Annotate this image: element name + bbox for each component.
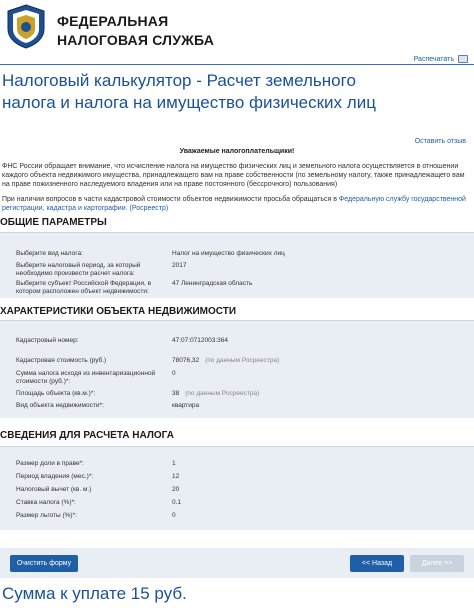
- calc-section-title: СВЕДЕНИЯ ДЛЯ РАСЧЕТА НАЛОГА: [0, 430, 174, 441]
- greeting-text: Уважаемые налогоплательщики!: [179, 148, 295, 155]
- calc-top-divider: [0, 446, 474, 447]
- cadastral-number-label: Кадастровый номер:: [16, 337, 79, 344]
- benefit-field[interactable]: 0: [172, 512, 176, 519]
- property-section-title: ХАРАКТЕРИСТИКИ ОБЪЕКТА НЕДВИЖИМОСТИ: [0, 306, 237, 317]
- deduction-field[interactable]: 20: [172, 486, 180, 493]
- tax-rate-field[interactable]: 0.1: [172, 499, 182, 506]
- ownership-period-field[interactable]: 12: [172, 473, 180, 480]
- total-amount: Сумма к уплате 15 руб.: [2, 584, 187, 603]
- tax-period-select[interactable]: 2017: [172, 262, 187, 269]
- inventory-tax-label: Сумма налога исходя из инвентаризационной стоимости (руб.)*:: [16, 370, 156, 385]
- printer-icon[interactable]: [458, 55, 468, 63]
- cadastral-value: 78076,32: [172, 357, 200, 364]
- property-type-select[interactable]: квартира: [172, 402, 200, 409]
- inventory-tax-field[interactable]: 0: [172, 370, 176, 377]
- clear-form-button[interactable]: Очистить форму: [10, 555, 78, 572]
- property-type-label: Вид объекта недвижимости*:: [16, 402, 104, 409]
- org-name-line2: НАЛОГОВАЯ СЛУЖБА: [57, 32, 215, 48]
- cadastral-value-label: Кадастровая стоимость (руб.): [16, 357, 107, 364]
- general-top-divider: [0, 232, 474, 233]
- site-header: [0, 0, 474, 54]
- contact-text: [2, 195, 468, 213]
- tax-type-select[interactable]: Налог на имущество физических лиц: [172, 250, 285, 257]
- ownership-period-label: Период владения (мес.)*:: [16, 473, 94, 480]
- org-name-line1: ФЕДЕРАЛЬНАЯ: [57, 13, 169, 29]
- deduction-label: Налоговый вычет (кв. м.): [16, 486, 92, 493]
- print-link[interactable]: Распечатать: [413, 56, 454, 63]
- region-select[interactable]: 47 Ленинградская область: [172, 280, 253, 287]
- benefit-label: Размер льготы (%)*:: [16, 512, 77, 519]
- feedback-link[interactable]: Оставить отзыв: [414, 138, 466, 145]
- org-name: [57, 12, 214, 50]
- tax-rate-label: Ставка налога (%)*:: [16, 499, 76, 506]
- header-divider: [0, 64, 474, 65]
- tax-period-label: Выберите налоговый период, за который необходимо произвести расчет налога:: [16, 262, 141, 277]
- general-section-title: ОБЩИЕ ПАРАМЕТРЫ: [0, 217, 107, 228]
- back-button[interactable]: << Назад: [350, 555, 404, 572]
- share-field[interactable]: 1: [172, 460, 176, 467]
- property-top-divider: [0, 320, 474, 321]
- area-value: 38: [172, 390, 180, 397]
- area-field[interactable]: [172, 390, 259, 398]
- contact-prefix: При наличии вопросов в части кадастровой стоимости объектов недвижимости просьба обращаться в: [2, 196, 337, 203]
- rosreestr-link[interactable]: Федеральную службу государственной регистрации, кадастра и картографии. (Росреестр): [2, 196, 466, 212]
- cadastral-number-field[interactable]: 47:07:0712003:364: [172, 337, 229, 344]
- next-button[interactable]: Далее >>: [410, 555, 464, 572]
- cadastral-value-hint: (по данным Росреестра): [205, 357, 280, 364]
- tax-type-label: Выберите вид налога:: [16, 250, 83, 257]
- region-label: Выберите субъект Российской Федерации, в котором расположен объект недвижимости:: [16, 280, 152, 295]
- cadastral-value-field[interactable]: [172, 357, 279, 365]
- page-title: Налоговый калькулятор - Расчет земельного налога и налога на имущество физических лиц: [2, 71, 376, 112]
- share-label: Размер доли в праве*:: [16, 460, 84, 467]
- intro-text: ФНС России обращает внимание, что исчисление налога на имущество физических лиц и земельного налога осуществляется в отношении каждого объекта недвижимого имущества, принадлежащего вам на праве собственности (по земельному налогу, также принадлежащего вам на праве пожизненного наследуемого владения или на праве постоянного (бессрочного) пользования): [2, 163, 465, 188]
- area-label: Площадь объекта (кв.м.)*:: [16, 390, 96, 397]
- fns-emblem-icon[interactable]: [4, 3, 48, 49]
- area-hint: (по данным Росреестра): [185, 390, 260, 397]
